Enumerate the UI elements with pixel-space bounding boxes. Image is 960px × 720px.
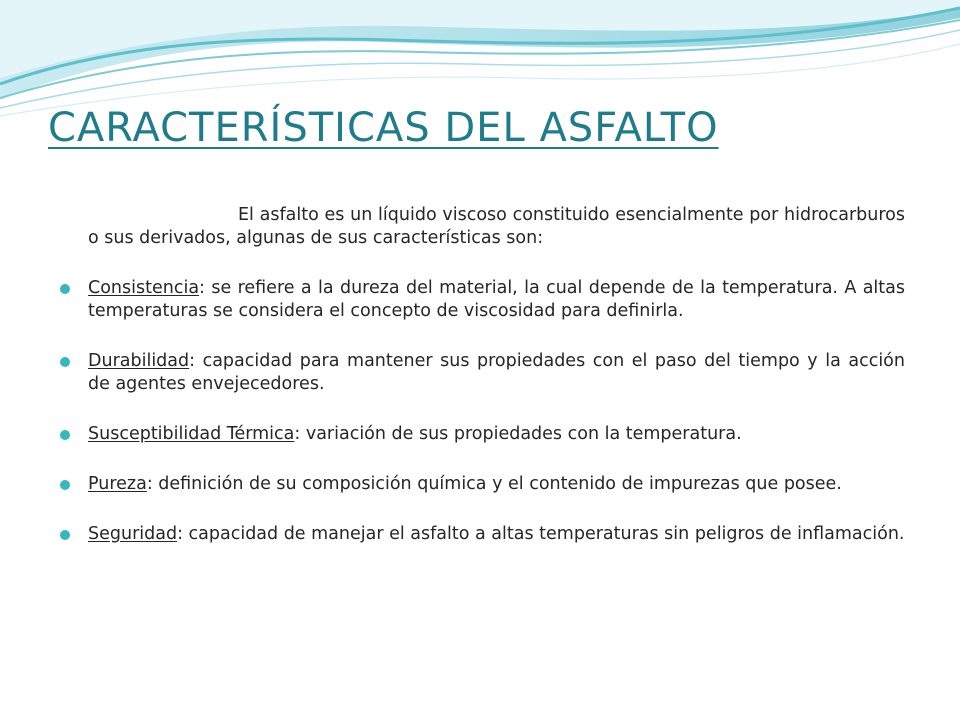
description-seguridad: : capacidad de manejar el asfalto a altas temperaturas sin peligros de inflamación. (177, 524, 905, 544)
list-item-pureza (60, 473, 905, 496)
list-item-seguridad (60, 523, 905, 546)
term-durabilidad: Durabilidad (88, 351, 190, 371)
slide-content (60, 204, 905, 573)
bullet-dot-icon (60, 430, 70, 440)
bullet-dot-icon (60, 357, 70, 367)
bullet-dot-icon (60, 284, 70, 294)
intro-paragraph: El asfalto es un líquido viscoso constituido esencialmente por hidrocarburos o sus derivados, algunas de sus características son: (88, 205, 905, 248)
bullet-dot-icon (60, 530, 70, 540)
term-pureza: Pureza (88, 474, 147, 494)
term-susceptibilidad: Susceptibilidad Térmica (88, 424, 295, 444)
list-item-durabilidad (60, 350, 905, 396)
list-item-consistencia (60, 277, 905, 323)
characteristics-list (60, 277, 905, 546)
term-seguridad: Seguridad (88, 524, 178, 544)
description-durabilidad: : capacidad para mantener sus propiedades con el paso del tiempo y la acción de agentes envejecedores. (88, 351, 905, 394)
description-consistencia: : se refiere a la dureza del material, la cual depende de la temperatura. A altas temperaturas se considera el concepto de viscosidad para definirla. (88, 278, 905, 321)
term-consistencia: Consistencia (88, 278, 200, 298)
bullet-dot-icon (60, 480, 70, 490)
description-susceptibilidad: : variación de sus propiedades con la temperatura. (294, 424, 742, 444)
list-item-susceptibilidad (60, 423, 905, 446)
description-pureza: : definición de su composición química y el contenido de impurezas que posee. (146, 474, 842, 494)
slide-title: CARACTERÍSTICAS DEL ASFALTO (48, 105, 719, 151)
